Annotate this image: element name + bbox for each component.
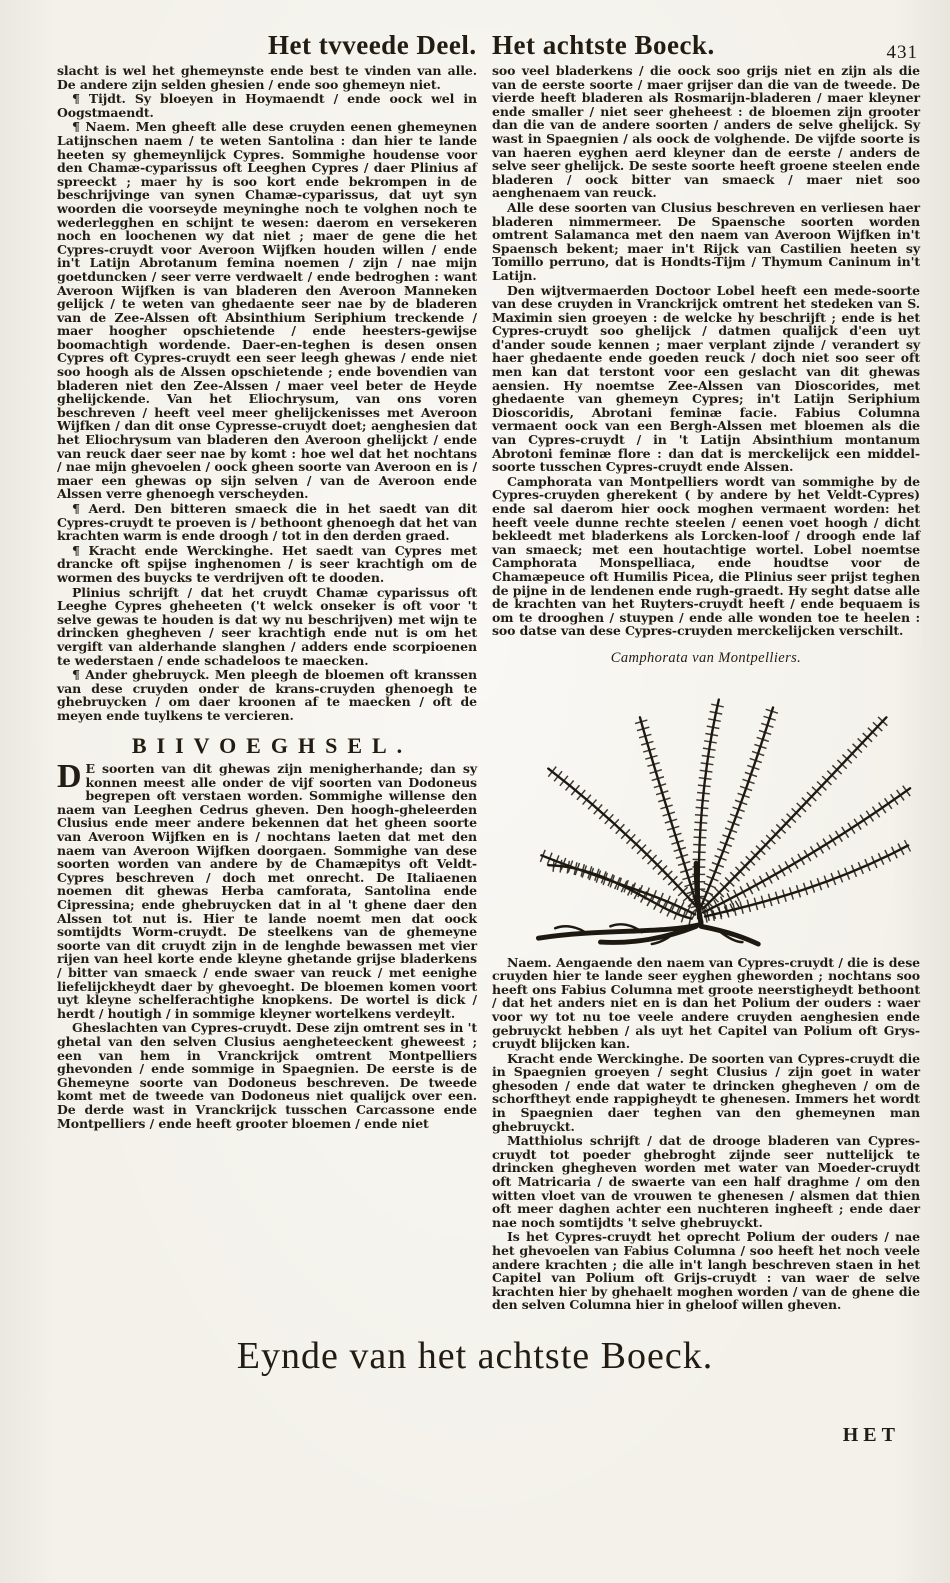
paragraph-ander-ghebruyck: ¶ Ander ghebruyck. Men pleegh de bloemen oft kranssen van dese cruyden onder de krans-cruyden ghenoegh te ghebruycken / om daer kroonen af te maecken / oft de meyen ende tuylkens te vercieren. (57, 667, 477, 723)
paragraph-tijdt: ¶ Tijdt. Sy bloeyen in Hoymaendt / ende oock wel in Oogstmaendt. (57, 91, 477, 120)
drop-cap: D (57, 758, 82, 796)
paragraph-naem: ¶ Naem. Men gheeft alle dese cruyden eenen ghemeynen Latijnschen naem / te weten Santolina : dan hier te lande heeten sy ghemeynlijck Cypres. Sommighe houdense voor den Chamæ-cyparissus oft Leeghen Cypres / daer Plinius af spreeckt ; maer hy is soo kort ende bekrompen in de beschrijvinge van synen Chamæ-cyparissus, dat uyt syn woorden die voorseyde meyninghe noch te volghen noch te wederlegghen en schijnt te wesen: daerom en versekeren noch en loochenen wy dat niet ; maer de gene die het Cypres-cruydt voor Averoon Wijfken houden willen / ende in't Latijn Abrotanum femina noemen / zijn / nae mijn goetduncken / seer verre verdwaelt / ende bedroghen : want Averoon Wijfken is van bladeren den Averoon Manneken gelijck / te weten van ghedaente seer nae by de bladeren van de Zee-Alssen oft Absinthium Seriphium treckende / maer hoogher opschietende / ende heesters-gewijse boomachtigh wordende. Daer-en-teghen is desen onsen Cypres oft Cypres-cruydt een seer leegh ghewas / ende niet soo hoogh als de Alssen opschietende ; ende bovendien van bladeren niet den Zee-Alssen / maer veel beter de Heyde ghelijckende. Van het Eliochrysum, van ons voren beschreven / heeft veel meer ghelijckenisses met Averoon Wijfken / dan dit onse Cypresse-cruydt doet; aenghesien dat het Eliochrysum van bladeren den Averoon ghelijckt / ende van reuck daer seer nae by komt : hoe wel dat het nochtans / nae mijn ghevoelen / oock gheen soorte van Averoon en is / maer een ghewas op sijn selven / van de Averoon ende Alssen verre ghenoegh verscheyden. (57, 119, 477, 502)
paragraph-camphorata: Camphorata van Montpelliers wordt van sommighe by de Cypres-cruyden gherekent ( by andere by het Veldt-Cypres) ende sal daerom hier oock moghen vermaent worden: het heeft veele dunne rechte steelen / eenen voet hoogh / dicht bekleedt met bladerkens als Lorcken-loof / droogh ende laf van smaeck; met een houtachtige wortel. Lobel noemtse Camphorata Monspelliaca, ende houdtse voor de Chamæpeuce oft Humilis Picea, die Plinius seer prijst teghen de pijne in de lendenen ende rugh-graedt. Hy seght datse alle de krachten van het Ruyters-cruydt heeft / ende bequaem is om te drooghen / stuypen / ende alle wonden toe te heelen : soo datse van dese Cypres-cruyden merckelijcken verschilt. (492, 473, 920, 639)
paragraph: soo veel bladerkens / die oock soo grijs niet en zijn als die van de eerste soorte / maer grijser dan die van de tweede. De vierde heeft bladeren als Rosmarijn-bladeren / maer kleyner ende smaller / niet seer gheheest : de bloemen zijn grooter dan die van de andere soorten / anders de selve ghelijck. Sy wast in Spaegnien / als oock de volghende. De vijfde soorte is van haeren eyghen aerd kleyner dan de eerste / anders de selve seer ghelijck. De seste soorte heeft groene steelen ende bladeren / oock bitter van smaeck / maer niet soo aenghenaem van reuck. (492, 63, 920, 201)
supplement-text: E soorten van dit ghewas zijn menigherhande; dan sy konnen meest alle onder de vijf soorten van Dodoneus begrepen oft verstaen worden. Sommighe willense den naem van Leeghen Cedrus gheven. Den hoogh-gheleerden Clusius ende meer andere bekennen dat het gheen soorte van Averoon Wijfken en is / nochtans laeten dat met den naem van Averoon Wijfken doorgaen. Sommighe van dese soorten worden van andere by de Chamæpitys oft Veldt-Cypres beschreven / doch met onrecht. De Italiaenen noemen dit ghewas Herba camforata, Santolina ende Cipressina; ende ghebruycken dat in al 't ghene daer den Alssen tot nut is. Hier te lande noemt men dat oock somtijdts Worm-cruydt. De steelkens van de ghemeyne soorte van dit cruydt zijn in de lenghde bewassen met vier rijen van heel korte ende kleyne ghetande grijse bladerkens / bitter van smaeck / ende swaer van reuck / met eenighe liefelijckheydt daer by ghevoeght. De bloemen komen voort uyt kleyne schelferachtighe knopkens. De wortel is dick / herdt / houtigh / in sommige kleyner wortelkens verdeylt. (57, 761, 477, 1021)
plant-woodcut-figure (492, 670, 920, 948)
supplement-paragraph-gheslachten: Gheslachten van Cypres-cruydt. Dese zijn omtrent ses in 't ghetal van den selven Clusius aengheteeckent gheweest ; een van hem in Vranckrijck omtrent Montpelliers ghevonden / ende sommige in Spaegnien. De eerste is de Ghemeyne soorte van Dodoneus beschreven. De tweede komt met de tweede van Dodoneus niet qualijck over een. De derde wast in Vranckrijck tusschen Carcassone ende Montpelliers / ende heeft grooter bloemen / ende niet (57, 1020, 477, 1131)
section-heading-biivoeghsel: BIIVOEGHSEL. (131, 732, 413, 758)
paragraph-matthiolus: Matthiolus schrijft / dat de drooge bladeren van Cypres-cruydt tot poeder ghebroght zijnde seer nuttelijck te drincken ghegheven worden met water van Moeder-cruydt oft Matricaria / de swaerte van een half draghme / om den witten vloet van de vrouwen te ghenesen / alsmen dat thien oft meer daghen achter een nuchteren ingheeft ; ende daer nae noch somtijdts 't selve ghebruyckt. (492, 1133, 920, 1230)
paragraph-lobel: Den wijtvermaerden Doctoor Lobel heeft een mede-soorte van dese cruyden in Vranckrijck omtrent het stedeken van S. Maximin sien groeyen : de welcke hy beschrijft ; ende is het Cypres-cruydt soo ghelijck / datmen qualijck d'een uyt d'ander soude kennen ; maer verplant zijnde / verandert sy haer ghedaente ende goeden reuck / doch niet soo seer oft men kan dat terstont voor een geslacht van dit ghewas aensien. Hy noemtse Zee-Alssen van Dioscorides, met ghedaente van ghemeyn Cypres; in't Latijn Seriphium Dioscoridis, Abrotani feminæ facie. Fabius Columna vermaent oock van een Bergh-Alssen met bloemen als die van Cypres-cruydt / in 't Latijn Absinthium montanum Abrotoni feminæ flore : dan dat is merckelijck een middel-soorte tusschen Cypres-cruydt ende Alssen. (492, 282, 920, 475)
supplement-paragraph (57, 758, 477, 1021)
right-column (492, 64, 920, 1313)
paragraph-plinius: Plinius schrijft / dat het cruydt Chamæ cyparissus oft Leeghe Cypres gheheeten ('t welck onseker is oft voor 't selve gewas te houden is dat wy nu beschrijven) met wijn te drincken ghegheven / seer krachtigh ende nut is om het vergift van alderhande slanghen / adders ende scorpioenen te wederstaen / ende schadeloos te maecken. (57, 584, 477, 668)
book-end-line: Eynde van het achtste Boeck. (236, 1335, 714, 1377)
figure-caption: Camphorata van Montpelliers. (610, 649, 802, 666)
paragraph-aerd: ¶ Aerd. Den bitteren smaeck die in het saedt van dit Cypres-cruydt te proeven is / bethoont ghenoegh dat het van krachten warm is ende droogh / tot in den derden graed. (57, 501, 477, 544)
paragraph-polium: Is het Cypres-cruydt het oprecht Polium der ouders / nae het ghevoelen van Fabius Columna / soo heeft het noch veele andere krachten ; die alle in't langh beschreven staen in het Capitel van Polium oft Grijs-cruydt : van waer de selve krachten hier by ghehaelt moghen worden / van de ghene die den selven Columna hier in gheloof willen gheven. (492, 1229, 920, 1313)
paragraph-naem-2: Naem. Aengaende den naem van Cypres-cruydt / die is dese cruyden hier te lande seer eyghen gheworden ; nochtans soo heeft ons Fabius Columna met groote neerstigheydt bethoont / dat het anders niet en is dan het Polium der ouders : waer voor wy tot nu toe veele andere cruyden aenghesien ende gebruyckt hebben / als uyt het Capitel van Polium oft Grys-cruydt blijcken kan. (492, 954, 920, 1052)
paragraph-kracht-2: Kracht ende Werckinghe. De soorten van Cypres-cruydt die in Spaegnien groeyen / seght Clusius / zijn goet in water ghesoden / ende dat water te drincken ghegheven / om de schorftheyt ende rappigheydt te ghenesen. Immers het wordt in Spaegnien daer teghen van den ghemeynen man ghebruyckt. (492, 1050, 920, 1134)
page-number: 431 (886, 42, 918, 63)
running-head-left: Het tvveede Deel. (268, 30, 477, 60)
paragraph: slacht is wel het ghemeynste ende best te vinden van alle. De andere zijn selden ghesien / ende soo ghemeyn niet. (57, 63, 477, 92)
paragraph-kracht: ¶ Kracht ende Werckinghe. Het saedt van Cypres met drancke oft spijse inghenomen / is seer krachtigh om de wormen des buycks te verdrijven oft te dooden. (57, 542, 477, 585)
plant-woodcut-icon (494, 670, 918, 948)
paragraph-spaensche-soorten: Alle dese soorten van Clusius beschreven en verliesen haer bladeren nimmermeer. De Spaensche soorten worden omtrent Salamanca met den naem van Averoon Wijfken in't Spaensch bekent; maer in't Rijck van Castilien heeten sy Tomillo perruno, dat is Hondts-Tijm / Thymum Caninum in't Latijn. (492, 199, 920, 283)
catchword: HET (842, 1424, 900, 1446)
running-head-right: Het achtste Boeck. (492, 30, 715, 60)
left-column (57, 64, 477, 1131)
